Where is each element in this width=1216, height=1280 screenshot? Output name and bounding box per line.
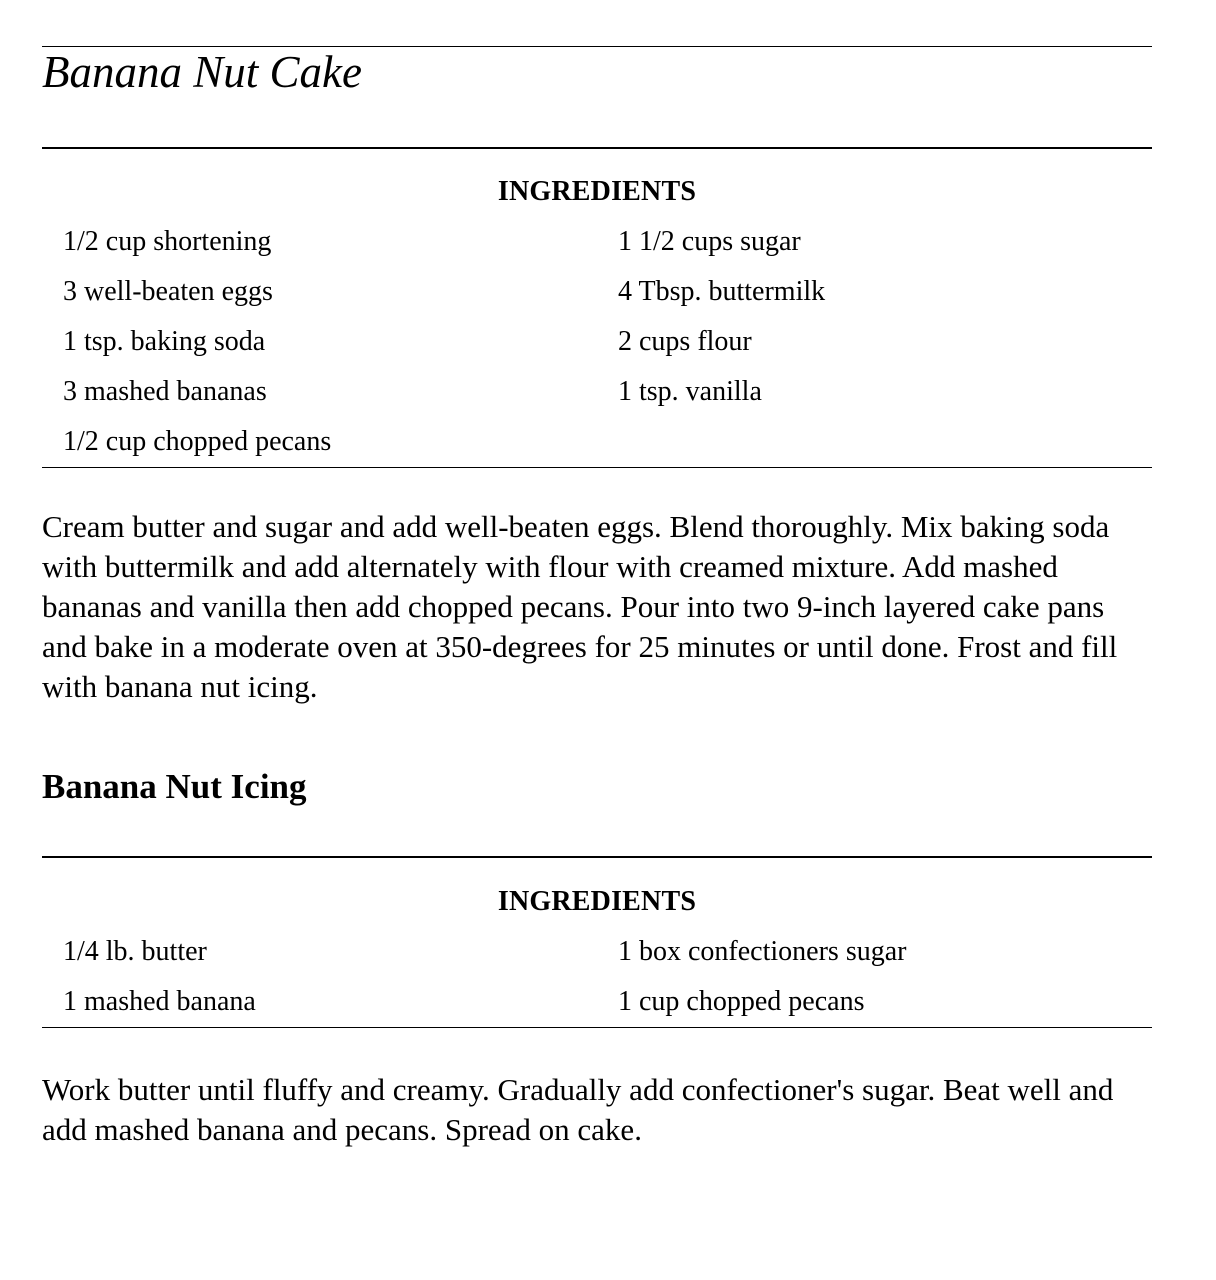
ingredient-item: 1 cup chopped pecans bbox=[618, 986, 865, 1017]
ingredients-top-divider bbox=[42, 147, 1152, 149]
ingredient-item: 1/2 cup chopped pecans bbox=[63, 426, 332, 457]
ingredients-bottom-divider bbox=[42, 1027, 1152, 1028]
ingredient-item: 1 tsp. baking soda bbox=[63, 326, 266, 357]
ingredient-item: 1 box confectioners sugar bbox=[618, 936, 907, 967]
ingredient-item: 2 cups flour bbox=[618, 326, 752, 357]
ingredients-heading: INGREDIENTS bbox=[497, 886, 697, 917]
ingredient-item: 1/4 lb. butter bbox=[63, 936, 207, 967]
ingredient-item: 3 mashed bananas bbox=[63, 376, 267, 407]
ingredient-item: 4 Tbsp. buttermilk bbox=[618, 276, 826, 307]
directions-paragraph: Cream butter and sugar and add well-beaten eggs. Blend thoroughly. Mix baking soda with buttermilk and add alternately with flour with creamed mixture. Add mashed bananas and vanilla then add chopped pecans. Pour into two 9-inch layered cake pans and bake in a moderate oven at 350-degrees for 25 minutes or until done. Frost and fill with banana nut icing. bbox=[42, 509, 1118, 704]
directions-paragraph: Work butter until fluffy and creamy. Gradually add confectioner's sugar. Beat well and add mashed banana and pecans. Spread on cake. bbox=[42, 1072, 1114, 1147]
ingredient-item: 3 well-beaten eggs bbox=[63, 276, 273, 307]
ingredients-top-divider bbox=[42, 856, 1152, 858]
ingredient-item: 1 tsp. vanilla bbox=[618, 376, 762, 407]
recipe-title: Banana Nut Cake bbox=[42, 47, 362, 97]
ingredients-bottom-divider bbox=[42, 467, 1152, 468]
ingredients-heading: INGREDIENTS bbox=[497, 176, 697, 207]
ingredient-item: 1 1/2 cups sugar bbox=[618, 226, 801, 257]
ingredient-item: 1 mashed banana bbox=[63, 986, 256, 1017]
ingredient-item: 1/2 cup shortening bbox=[63, 226, 272, 257]
section-title: Banana Nut Icing bbox=[42, 767, 307, 806]
